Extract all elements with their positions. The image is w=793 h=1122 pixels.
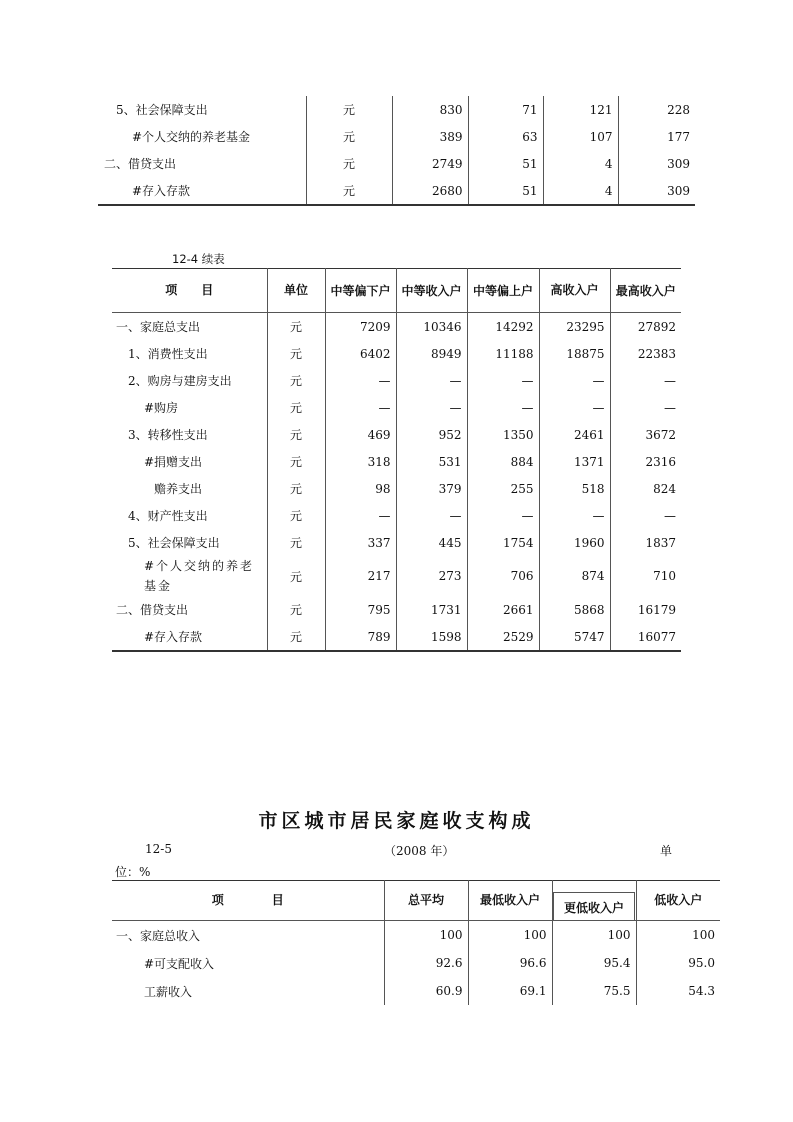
row-value: 69.1 — [468, 977, 552, 1005]
table-row — [112, 340, 681, 367]
row-unit: 元 — [306, 177, 392, 205]
row-value: 100 — [552, 921, 636, 950]
row-value: — — [610, 367, 681, 394]
row-value: 11188 — [467, 340, 539, 367]
table-row — [112, 623, 681, 651]
row-value: 100 — [636, 921, 720, 950]
row-value: 884 — [467, 448, 539, 475]
row-unit: 元 — [267, 421, 325, 448]
row-value: — — [610, 502, 681, 529]
row-label: 1、消费性支出 — [128, 347, 208, 361]
header-col: 中等偏下户 — [325, 269, 396, 313]
table-row — [112, 921, 720, 950]
row-value: 4 — [543, 177, 618, 205]
header-col: 高收入户 — [539, 269, 610, 313]
table-row — [98, 96, 695, 123]
header-col: 低收入户 — [636, 881, 720, 921]
continued-label: 续表 — [201, 252, 225, 266]
row-value: 2529 — [467, 623, 539, 651]
row-unit: 元 — [267, 556, 325, 596]
row-value: 177 — [618, 123, 695, 150]
header-unit: 单位 — [267, 269, 325, 313]
page-title: 市区城市居民家庭收支构成 — [258, 810, 535, 832]
row-value: 337 — [325, 529, 396, 556]
row-value: 1960 — [539, 529, 610, 556]
row-label: 一、家庭总支出 — [116, 320, 201, 334]
row-value: — — [539, 367, 610, 394]
row-value: — — [467, 394, 539, 421]
row-value: 4 — [543, 150, 618, 177]
row-value: 228 — [618, 96, 695, 123]
row-unit: 元 — [306, 96, 392, 123]
row-value: — — [467, 367, 539, 394]
header-col: 中等偏上户 — [467, 269, 539, 313]
row-value: 789 — [325, 623, 396, 651]
header-col-boxed — [552, 881, 636, 921]
row-value: 95.0 — [636, 949, 720, 977]
row-value: 2680 — [392, 177, 468, 205]
row-unit: 元 — [267, 367, 325, 394]
row-value: 121 — [543, 96, 618, 123]
row-value: 54.3 — [636, 977, 720, 1005]
table-12-4-continued — [112, 268, 681, 652]
row-value: 531 — [396, 448, 467, 475]
row-value: — — [539, 502, 610, 529]
row-value: 273 — [396, 556, 467, 596]
table-row — [112, 421, 681, 448]
row-value: 14292 — [467, 313, 539, 341]
row-value: — — [325, 367, 396, 394]
row-value: 95.4 — [552, 949, 636, 977]
row-value: — — [325, 502, 396, 529]
row-unit: 元 — [267, 394, 325, 421]
row-value: 107 — [543, 123, 618, 150]
row-unit: 元 — [306, 123, 392, 150]
row-value: 710 — [610, 556, 681, 596]
row-value: 23295 — [539, 313, 610, 341]
row-value: 518 — [539, 475, 610, 502]
row-label: 2、购房与建房支出 — [128, 374, 232, 388]
row-value: 389 — [392, 123, 468, 150]
row-value: 51 — [468, 150, 543, 177]
row-value: 318 — [325, 448, 396, 475]
row-value: 2661 — [467, 596, 539, 623]
table-row — [112, 502, 681, 529]
row-label: #个人交纳的养老基金 — [132, 130, 251, 144]
table-row — [112, 977, 720, 1005]
row-value: 16179 — [610, 596, 681, 623]
row-value: 18875 — [539, 340, 610, 367]
row-value: 75.5 — [552, 977, 636, 1005]
row-value: 27892 — [610, 313, 681, 341]
row-value: 6402 — [325, 340, 396, 367]
row-value: 1598 — [396, 623, 467, 651]
table-row — [98, 177, 695, 205]
row-value: 706 — [467, 556, 539, 596]
table-row — [112, 448, 681, 475]
header-col: 中等收入户 — [396, 269, 467, 313]
row-value: 1731 — [396, 596, 467, 623]
table-row — [112, 313, 681, 341]
row-value: 309 — [618, 177, 695, 205]
row-value: 60.9 — [384, 977, 468, 1005]
row-label: 一、家庭总收入 — [116, 928, 201, 943]
row-label: 5、社会保障支出 — [128, 536, 220, 550]
row-value: — — [467, 502, 539, 529]
unit-label: 单 — [660, 844, 673, 858]
table-row — [112, 596, 681, 623]
table-number: 12-4 — [172, 252, 199, 266]
row-value: 100 — [468, 921, 552, 950]
row-value: — — [396, 502, 467, 529]
row-unit: 元 — [267, 623, 325, 651]
row-value: 469 — [325, 421, 396, 448]
row-label: 二、借贷支出 — [116, 603, 189, 617]
row-label: #存入存款 — [144, 630, 203, 644]
row-unit: 元 — [267, 448, 325, 475]
header-item: 项 目 — [112, 269, 267, 313]
row-label: #存入存款 — [132, 184, 191, 198]
row-value: 92.6 — [384, 949, 468, 977]
table-row — [112, 529, 681, 556]
row-value: 309 — [618, 150, 695, 177]
table-row — [98, 123, 695, 150]
table-row — [112, 475, 681, 502]
row-value: 874 — [539, 556, 610, 596]
header-col: 最低收入户 — [468, 881, 552, 921]
row-value: 2316 — [610, 448, 681, 475]
table-row — [112, 394, 681, 421]
row-value: 3672 — [610, 421, 681, 448]
row-value: 71 — [468, 96, 543, 123]
row-label: #购房 — [144, 401, 179, 415]
table-year: （2008 年） — [384, 844, 455, 858]
table-continued-top — [98, 96, 695, 206]
row-value: 10346 — [396, 313, 467, 341]
row-value: — — [610, 394, 681, 421]
row-label: 3、转移性支出 — [128, 428, 208, 442]
row-label: 赡养支出 — [154, 482, 203, 496]
row-value: 1754 — [467, 529, 539, 556]
header-col: 最高收入户 — [610, 269, 681, 313]
row-value: — — [325, 394, 396, 421]
row-label: #可支配收入 — [144, 956, 215, 971]
table-row — [112, 556, 681, 596]
row-value: 824 — [610, 475, 681, 502]
row-label: #个人交纳的养老基金 — [144, 559, 255, 593]
row-value: 100 — [384, 921, 468, 950]
table-12-5 — [112, 880, 720, 1005]
row-value: 255 — [467, 475, 539, 502]
row-value: 1350 — [467, 421, 539, 448]
row-value: 379 — [396, 475, 467, 502]
row-value: 96.6 — [468, 949, 552, 977]
row-value: 795 — [325, 596, 396, 623]
row-value: 8949 — [396, 340, 467, 367]
row-unit: 元 — [267, 596, 325, 623]
row-unit: 元 — [267, 313, 325, 341]
row-unit: 元 — [267, 502, 325, 529]
header-col-label: 更低收入户 — [553, 892, 635, 920]
row-value: — — [396, 367, 467, 394]
row-value: 51 — [468, 177, 543, 205]
row-label: #捐赠支出 — [144, 455, 203, 469]
row-unit: 元 — [267, 529, 325, 556]
row-value: 1371 — [539, 448, 610, 475]
row-label: 二、借贷支出 — [104, 157, 177, 171]
row-unit: 元 — [267, 340, 325, 367]
table-caption — [172, 251, 225, 267]
table-number: 12-5 — [145, 842, 172, 856]
row-value: 2461 — [539, 421, 610, 448]
row-value: 98 — [325, 475, 396, 502]
table-row — [112, 949, 720, 977]
row-value: 5747 — [539, 623, 610, 651]
row-unit: 元 — [306, 150, 392, 177]
header-item: 项 目 — [112, 881, 384, 921]
table-row — [98, 150, 695, 177]
row-value: 63 — [468, 123, 543, 150]
table-row — [112, 367, 681, 394]
row-label: 工薪收入 — [144, 984, 193, 999]
row-value: 5868 — [539, 596, 610, 623]
unit-label-cont: 位：% — [115, 865, 151, 879]
row-label: 5、社会保障支出 — [116, 103, 208, 117]
header-row — [112, 269, 681, 313]
row-value: 22383 — [610, 340, 681, 367]
row-unit: 元 — [267, 475, 325, 502]
row-value: 16077 — [610, 623, 681, 651]
row-value: 1837 — [610, 529, 681, 556]
header-col: 总平均 — [384, 881, 468, 921]
row-value: 2749 — [392, 150, 468, 177]
row-value: 952 — [396, 421, 467, 448]
row-value: 7209 — [325, 313, 396, 341]
row-value: — — [539, 394, 610, 421]
row-value: 217 — [325, 556, 396, 596]
row-value: 445 — [396, 529, 467, 556]
row-value: — — [396, 394, 467, 421]
row-label: 4、财产性支出 — [128, 509, 208, 523]
header-row — [112, 881, 720, 921]
row-value: 830 — [392, 96, 468, 123]
